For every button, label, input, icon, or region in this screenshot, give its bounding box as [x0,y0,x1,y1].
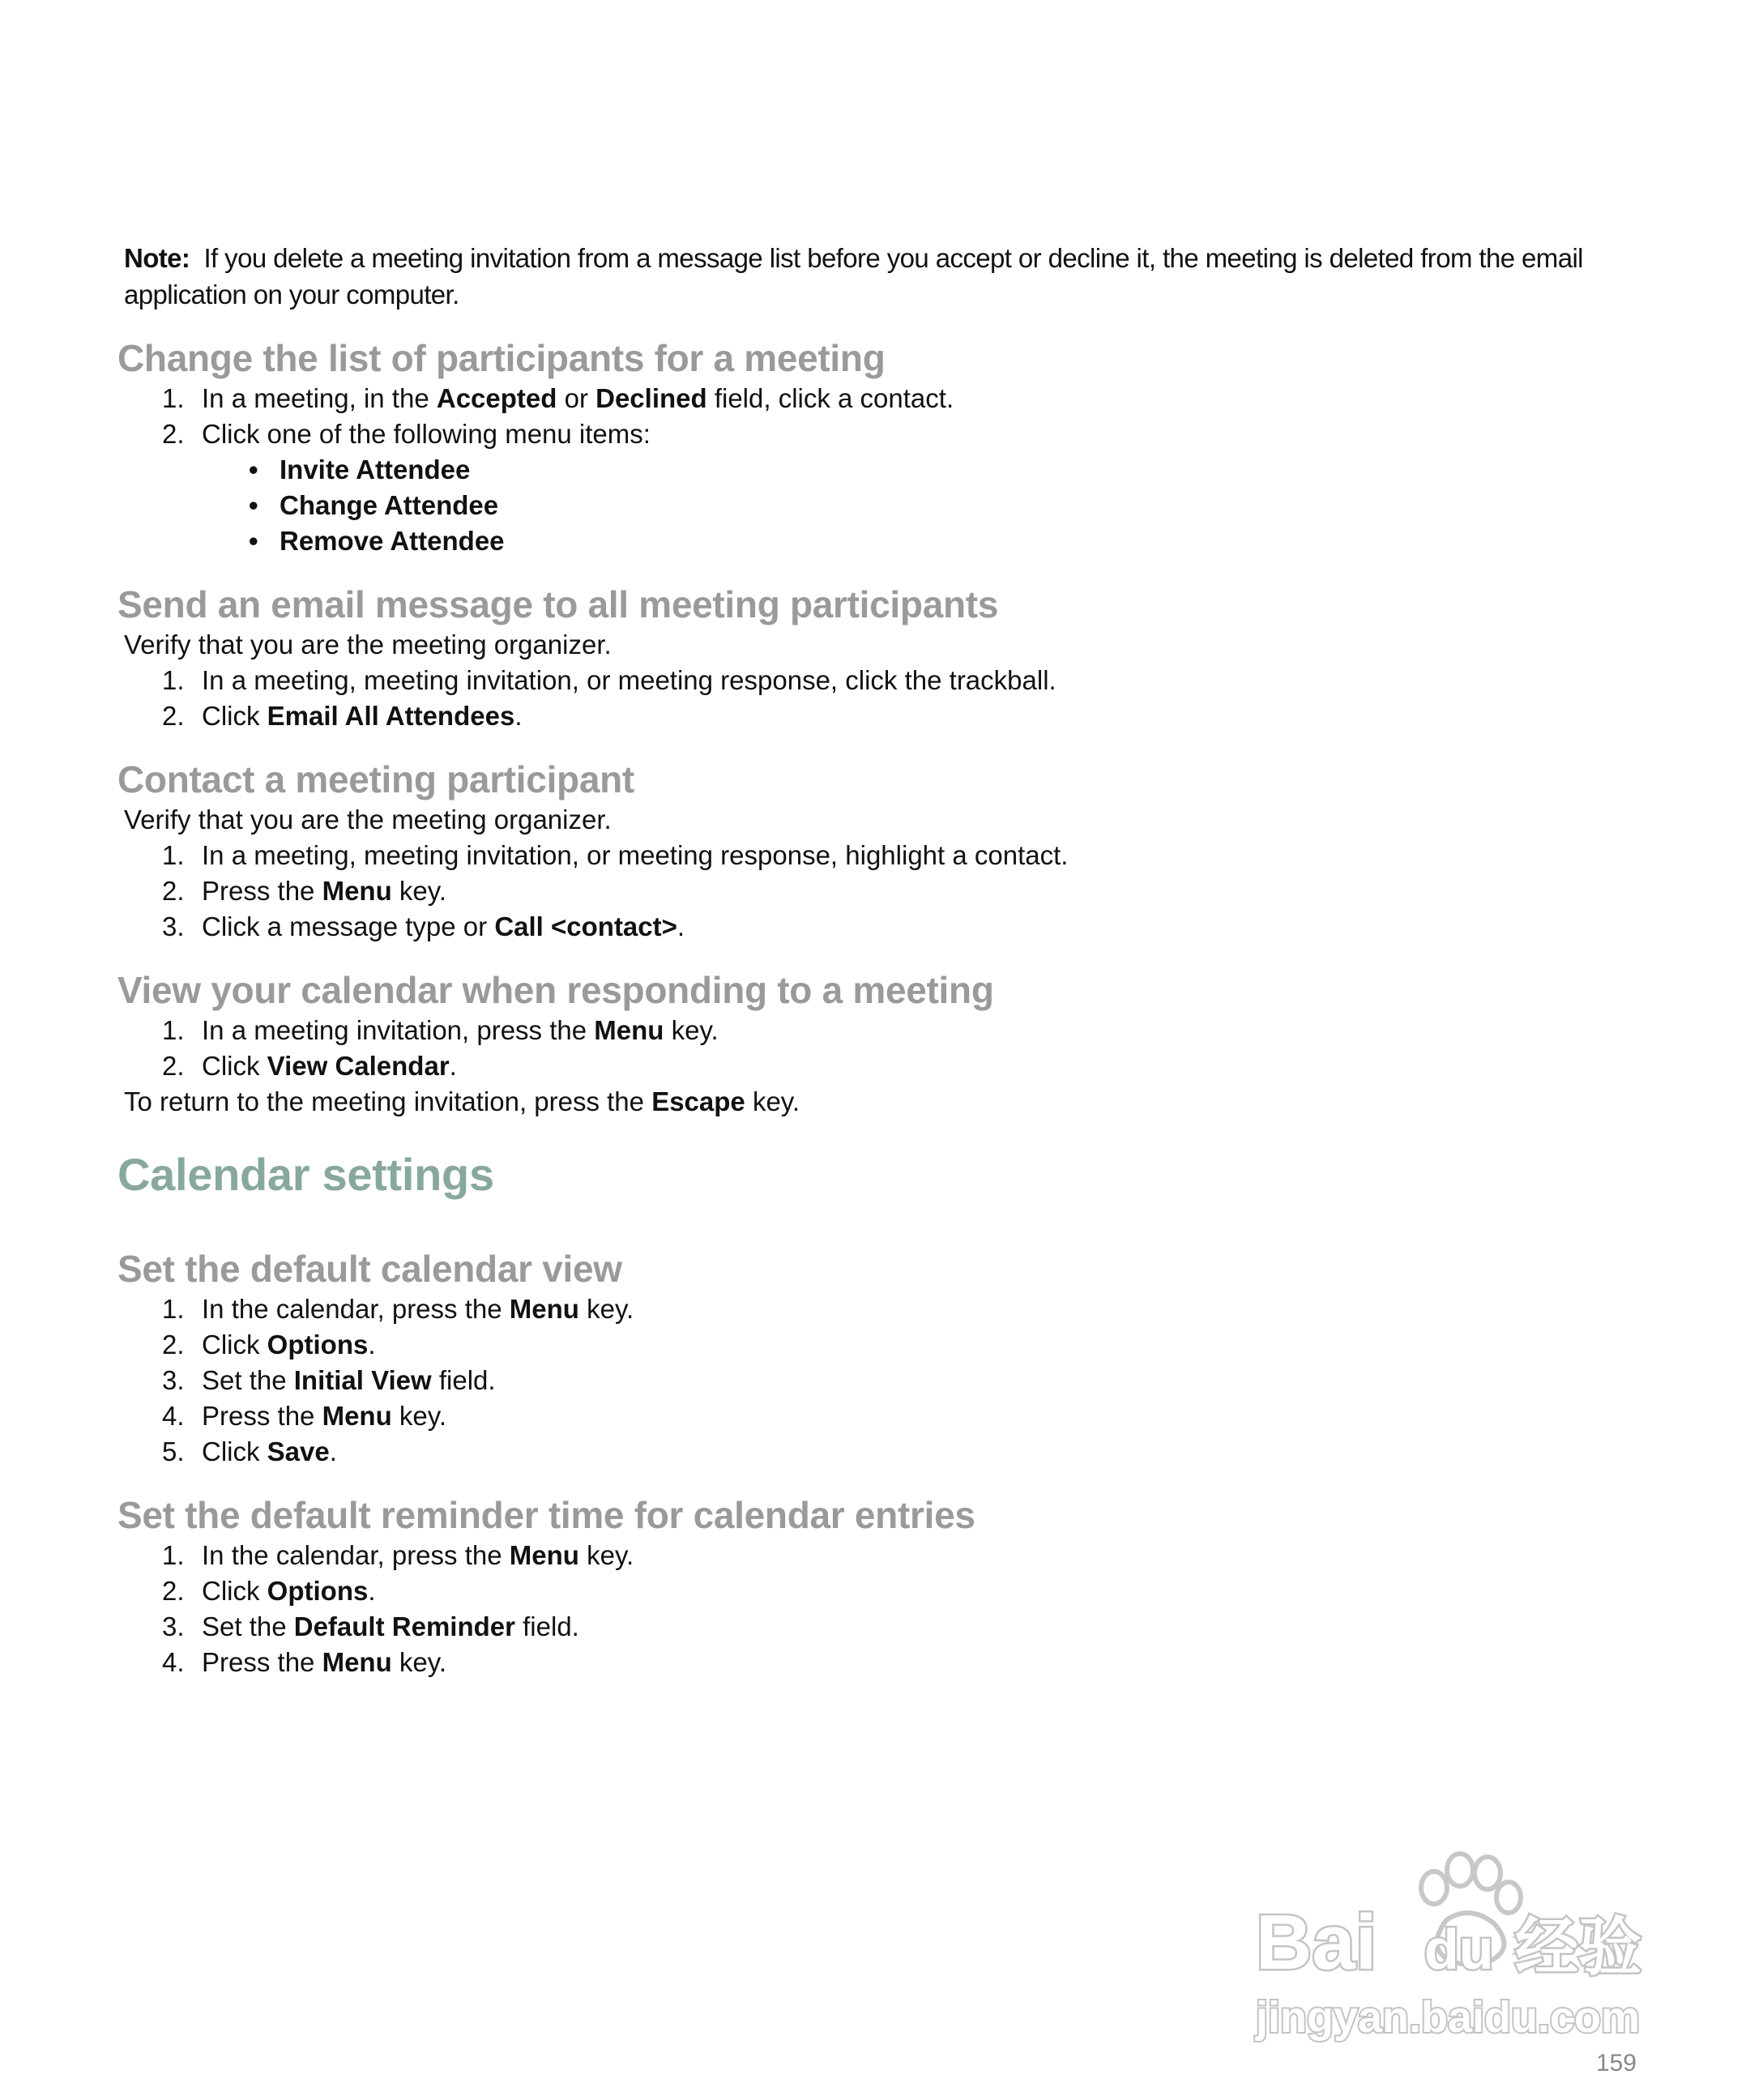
step-item: 3. Click a message type or Call <contact>. [162,911,685,941]
list-item-invite-attendee: • Invite Attendee [249,455,471,484]
steps-view-calendar [117,1013,1657,1084]
step-item: 1. In a meeting, meeting invitation, or meeting response, click the trackball. [162,665,1056,695]
step-item: 1. In the calendar, press the Menu key. [162,1294,634,1324]
chapter-heading: Calendar settings [117,1149,494,1200]
step-item: 2. Click one of the following menu items: [162,419,651,449]
step-item: 2. Click Options. [162,1330,376,1359]
step-item: 1. In a meeting, meeting invitation, or meeting response, highlight a contact. [162,840,1069,870]
steps-default-view [117,1291,1657,1470]
step-item: 1. In a meeting, in the Accepted or Declined field, click a contact. [162,383,954,413]
section-heading-default-view: Set the default calendar view [117,1248,622,1290]
section-heading-view-calendar: View your calendar when responding to a meeting [117,969,994,1011]
section-heading-default-reminder: Set the default reminder time for calendar entries [117,1494,975,1536]
menu-items-list [117,452,1657,559]
section-heading-change-participants: Change the list of participants for a meeting [117,337,886,379]
svg-text:经验: 经验 [1515,1911,1642,1984]
note-label: Note: [124,243,190,273]
step-item: 5. Click Save. [162,1436,337,1466]
note-text: If you delete a meeting invitation from a message list before you accept or decline it, the meeting is deleted from the email application on your computer. [124,243,1583,309]
step-item: 2. Click View Calendar. [162,1051,457,1081]
section-heading-contact-participant: Contact a meeting participant [117,758,634,800]
outro-text: To return to the meeting invitation, press the Escape key. [124,1086,800,1116]
list-item-change-attendee: • Change Attendee [249,490,499,520]
step-item: 1. In the calendar, press the Menu key. [162,1540,634,1570]
steps-default-reminder [117,1538,1657,1680]
intro-text: Verify that you are the meeting organizer. [124,630,612,659]
step-item: 2. Press the Menu key. [162,876,446,906]
svg-text:Bai: Bai [1256,1899,1377,1986]
baidu-watermark-logo [1248,1839,1653,2050]
steps-contact-participant [117,838,1657,945]
steps-email-participants [117,663,1657,734]
svg-text:jingyan.baidu.com: jingyan.baidu.com [1256,1993,1641,2042]
page-number: 159 [1595,2050,1637,2077]
svg-text:du: du [1424,1918,1494,1981]
step-item: 1. In a meeting invitation, press the Menu key. [162,1015,719,1045]
note-paragraph [124,240,1657,313]
step-item: 3. Set the Initial View field. [162,1365,496,1395]
list-item-remove-attendee: • Remove Attendee [249,526,505,556]
intro-text: Verify that you are the meeting organizer. [124,805,612,834]
steps-change-participants [117,381,1657,452]
step-item: 2. Click Email All Attendees. [162,701,523,731]
step-item: 4. Press the Menu key. [162,1401,446,1431]
page-content [117,240,1657,1680]
step-item: 2. Click Options. [162,1576,376,1606]
step-item: 3. Set the Default Reminder field. [162,1611,579,1641]
section-heading-email-participants: Send an email message to all meeting participants [117,583,999,625]
step-item: 4. Press the Menu key. [162,1647,446,1677]
